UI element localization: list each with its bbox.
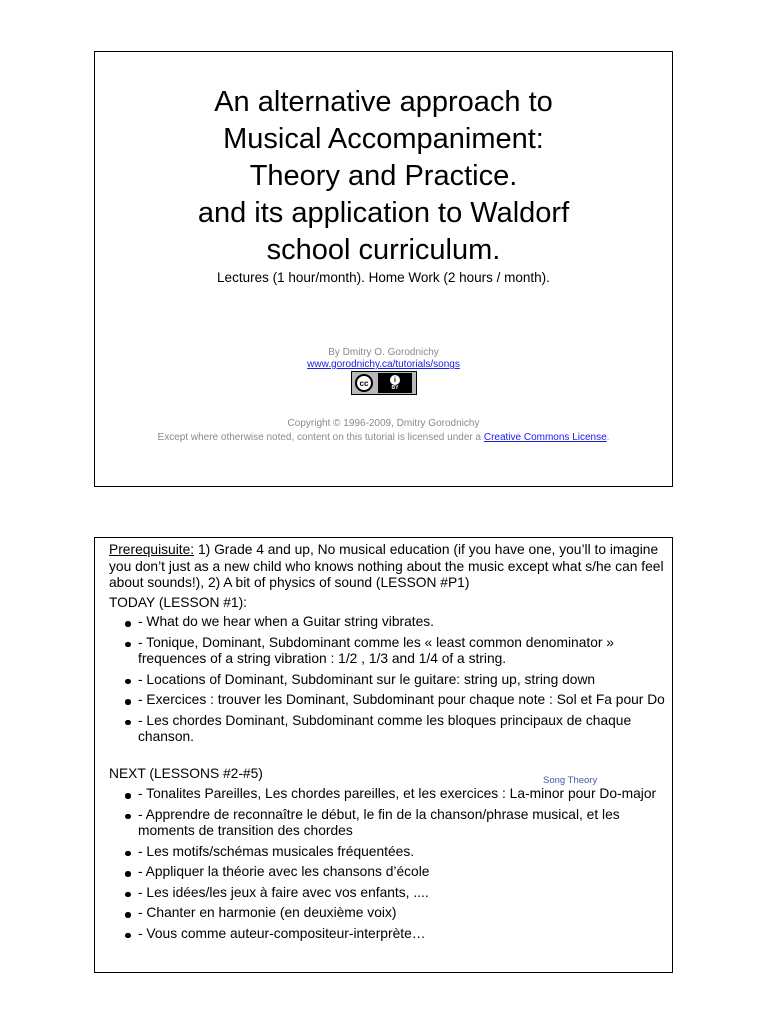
list-item: - Les idées/les jeux à faire avec vos enfants, ....	[125, 885, 665, 902]
cc-by-license-icon[interactable]	[351, 371, 417, 395]
lesson-outline-slide	[94, 537, 673, 973]
title-line-1: An alternative approach to	[214, 86, 553, 118]
tutorial-url-row	[95, 359, 672, 370]
list-item: - Chanter en harmonie (en deuxième voix)	[125, 905, 665, 922]
list-item: - Les motifs/schémas musicales fréquentées.	[125, 844, 665, 861]
list-item: - Les chordes Dominant, Subdominant comme les bloques principaux de chaque chanson.	[125, 713, 665, 746]
song-theory-label: Song Theory	[543, 775, 598, 786]
author-credit: By Dmitry O. Gorodnichy	[328, 347, 439, 358]
list-item: - Tonique, Dominant, Subdominant comme les « least common denominator » frequences of a string vibration : 1/2 , 1/3 and 1/4 of a string.	[125, 635, 665, 668]
by-label: BY	[391, 385, 399, 391]
list-item: - Tonalites Pareilles, Les chordes pareilles, et les exercices : La-minor pour Do-major	[125, 786, 665, 803]
list-item: - Locations of Dominant, Subdominant sur le guitare: string up, string down	[125, 672, 665, 689]
title-line-5: school curriculum.	[266, 234, 501, 266]
list-item: - Vous comme auteur-compositeur-interprète…	[125, 926, 665, 943]
title-line-2: Musical Accompaniment:	[223, 123, 544, 155]
by-attribution-block	[378, 373, 412, 393]
list-item: - Exercices : trouver les Dominant, Subdominant pour chaque note : Sol et Fa pour Do	[125, 692, 665, 709]
prerequisite-text: 1) Grade 4 and up, No musical education (if you have one, you’ll to imagine you don’t just as a new child who knows nothing about the music except what s/he can feel about sounds!), 2) A bit of physics of sound (LESSON #P1)	[109, 542, 664, 590]
prerequisite-paragraph	[109, 542, 665, 592]
attribution-person-icon: i	[390, 375, 400, 385]
lecture-schedule: Lectures (1 hour/month). Home Work (2 hours / month).	[217, 270, 550, 285]
copyright-notice: Copyright © 1996-2009, Dmitry Gorodnichy	[287, 418, 480, 429]
prerequisite-label: Prerequisuite:	[109, 542, 195, 557]
creative-commons-link[interactable]: Creative Commons License	[483, 432, 607, 443]
today-heading: TODAY (LESSON #1):	[109, 595, 248, 610]
title-slide	[94, 51, 673, 487]
list-item: - Apprendre de reconnaître le début, le fin de la chanson/phrase musical, et les moments de transition des chordes	[125, 807, 665, 840]
title-line-3: Theory and Practice.	[249, 160, 518, 192]
license-prefix: Except where otherwise noted, content on this tutorial is licensed under a	[157, 432, 484, 443]
list-item: - Appliquer la théorie avec les chansons d’école	[125, 864, 665, 881]
tutorial-url-link[interactable]: www.gorodnichy.ca/tutorials/songs	[307, 359, 460, 370]
license-notice	[95, 432, 672, 443]
today-list	[125, 614, 665, 750]
next-list	[125, 786, 665, 946]
next-heading: NEXT (LESSONS #2-#5)	[109, 766, 263, 781]
list-item: - What do we hear when a Guitar string vibrates.	[125, 614, 665, 631]
cc-icon: cc	[355, 374, 373, 392]
license-suffix: .	[606, 432, 610, 443]
title-line-4: and its application to Waldorf	[197, 197, 570, 229]
